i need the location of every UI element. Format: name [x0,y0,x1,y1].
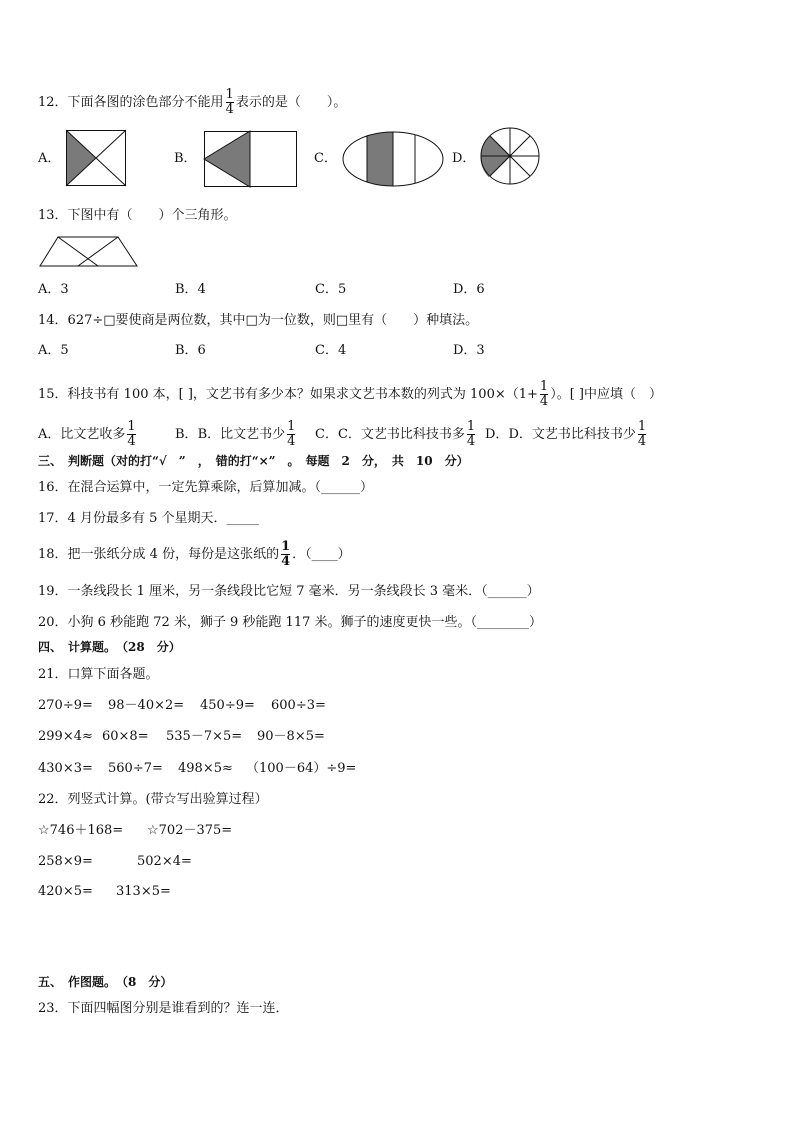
q22-stem: 22．列竖式计算。(带☆写出验算过程） [38,792,268,807]
q22-item: 502×4= [137,854,192,869]
fraction: $\frac{1}{4}$ [539,379,549,409]
fraction: $\frac{1}{4}$ [287,419,296,449]
q13-triangle-figure [40,237,138,267]
q21-item: 600÷3= [271,698,326,713]
q12-stem: 12．下面各图的涂色部分不能用 $\frac{1}{4}$ 表示的是（ ）。 [38,87,347,117]
q18: 18．把一张纸分成 4 份，每份是这张纸的 $\frac{1}{4}$ ．（____） [38,539,351,569]
q22-item: 420×5= [38,884,93,899]
q14-option-a: A．5 [38,343,69,358]
q13-option-d: D．6 [453,282,485,297]
q13-option-a: A．3 [38,282,69,297]
q13-option-c: C．5 [315,282,347,297]
q22-item: ☆702－375= [147,823,233,838]
q20: 20．小狗 6 秒能跑 72 米，狮子 9 秒能跑 117 米。狮子的速度更快一些。（________） [38,615,542,630]
section-3-heading: 三、 判断题（对的打“√ ” ， 错的打“×” 。 每题 2 分， 共 10 分） [38,454,469,468]
q12-figure-c [342,131,444,187]
q17: 17．4 月份最多有 5 个星期天．_____ [38,511,259,526]
q15-option-c: C．C．文艺书比科技书多 $\frac{1}{4}$ [315,419,476,449]
q12-option-b-label: B． [174,151,197,166]
q21-item: 270÷9= [38,698,93,713]
q21-item: 535－7×5= [166,729,243,744]
fraction: $\frac{1}{4}$ [637,419,647,449]
q14-option-d: D．3 [453,343,485,358]
fraction: $\frac{1}{4}$ [281,539,291,569]
q21-item: （100－64）÷9= [246,761,357,776]
q21-stem: 21．口算下面各题。 [38,667,159,682]
q21-item: 98－40×2= [108,698,185,713]
q12-option-a-label: A． [38,151,61,166]
q12-option-c-label: C． [314,151,337,166]
q21-item: 498×5≈ [178,761,233,776]
q15-option-b: B．B．比文艺书少 $\frac{1}{4}$ [175,419,296,449]
q21-item: 430×3= [38,761,93,776]
fraction: $\frac{1}{4}$ [225,87,234,117]
section-4-heading: 四、 计算题。 （28 分） [38,640,181,654]
q13-stem: 13．下图中有（ ）个三角形。 [38,208,237,223]
q15-option-d: D．D．文艺书比科技书少 $\frac{1}{4}$ [485,419,647,449]
q12-figure-a [66,130,126,186]
q14-option-b: B．6 [175,343,206,358]
q12-figure-b [204,131,297,187]
q16: 16．在混合运算中，一定先算乘除，后算加减。（______） [38,480,374,495]
q14-stem: 14．627÷□要使商是两位数，其中□为一位数，则□里有（ ）种填法。 [38,313,479,328]
q21-item: 450÷9= [200,698,255,713]
q12-figure-d [480,127,540,185]
q22-item: ☆746＋168= [38,823,124,838]
q12-option-d-label: D． [452,151,476,166]
q13-option-b: B．4 [175,282,206,297]
q14-option-c: C．4 [315,343,347,358]
q21-item: 560÷7= [108,761,163,776]
q23: 23．下面四幅图分别是谁看到的？连一连． [38,1001,289,1016]
q15-option-a: A．比文艺收多 $\frac{1}{4}$ [38,419,136,449]
q15-stem: 15．科技书有 100 本，[ ]，文艺书有多少本？如果求文艺书本数的列式为 100×（1+ $\frac{1}{4}$ ）。[ ]中应填（ ） [38,379,662,409]
fraction: $\frac{1}{4}$ [127,419,136,449]
q21-item: 299×4≈ [38,729,93,744]
q19: 19．一条线段长 1 厘米，另一条线段比它短 7 毫米．另一条线段长 3 毫米．（______） [38,584,540,599]
q22-item: 258×9= [38,854,93,869]
fraction: $\frac{1}{4}$ [466,419,476,449]
q21-item: 90－8×5= [257,729,325,744]
section-5-heading: 五、 作图题。 （8 分） [38,975,173,989]
q21-item: 60×8= [102,729,149,744]
q22-item: 313×5= [116,884,171,899]
